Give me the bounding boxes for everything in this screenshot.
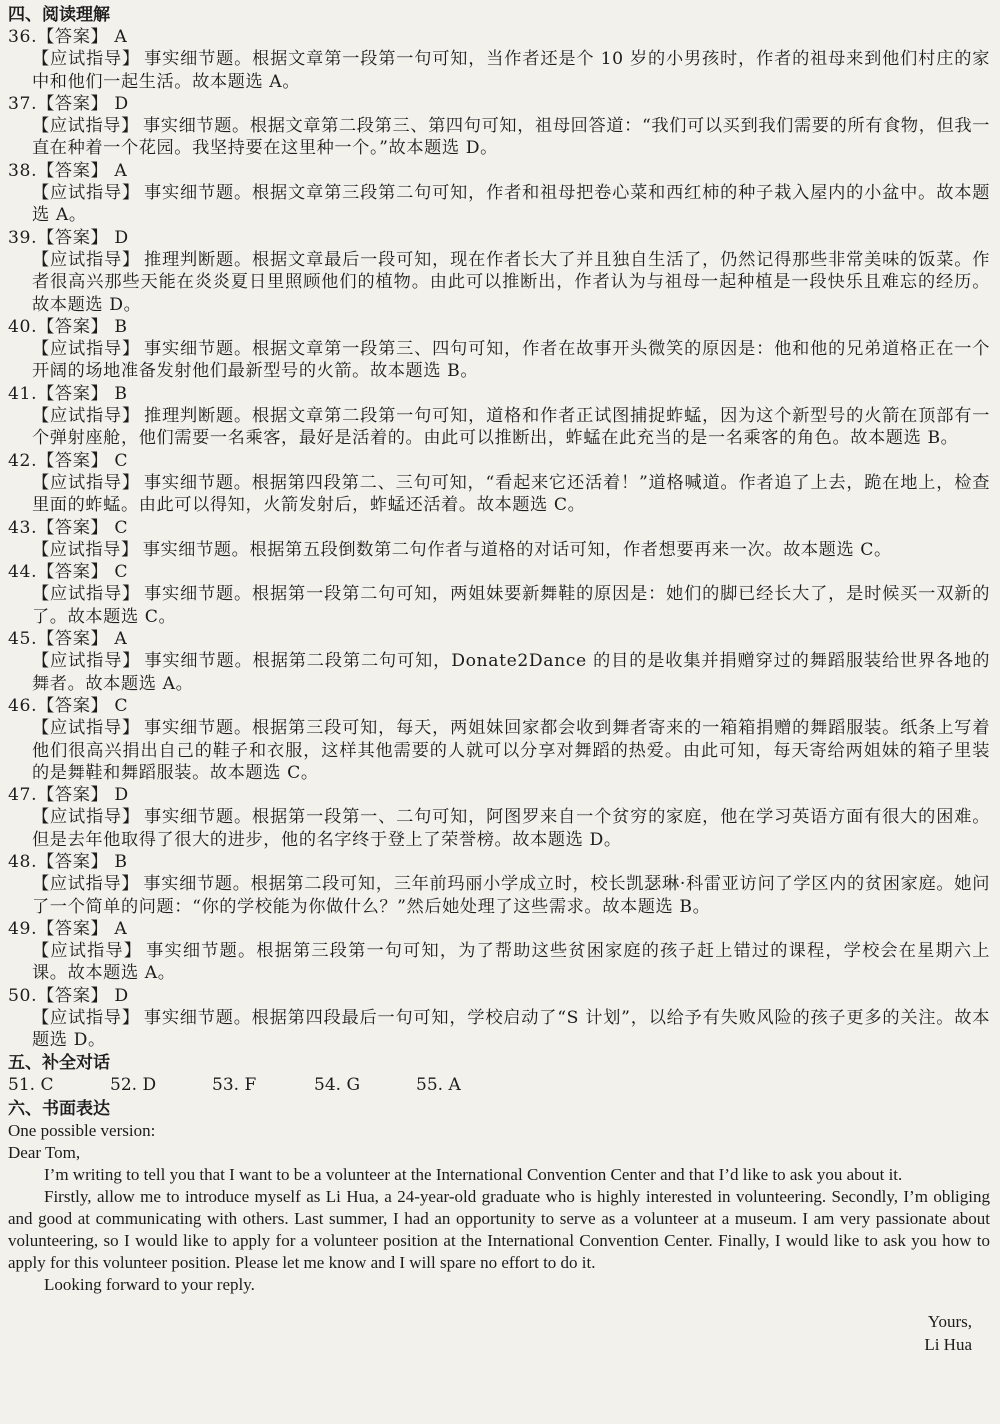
guide-label: 【应试指导】 <box>32 249 141 270</box>
question-number: 43. <box>8 517 38 538</box>
answer-line <box>8 227 990 249</box>
reading-answer-list <box>8 26 990 1052</box>
answer-line <box>8 450 990 472</box>
guide-body: 事实细节题。根据文章第二段第三、第四句可知，祖母回答道：“我们可以买到我们需要的所有食物，但我一直在种着一个花园。我坚持要在这里种一个。”故本题选 D。 <box>32 116 990 159</box>
guide-body: 事实细节题。根据文章第一段第三、四句可知，作者在故事开头微笑的原因是：他和他的兄弟道格正在一个开阔的场地准备发射他们最新型号的火箭。故本题选 B。 <box>32 339 990 382</box>
guide-body: 事实细节题。根据第一段第二句可知，两姐妹要新舞鞋的原因是：她们的脚已经长大了，是时候买一双新的了。故本题选 C。 <box>32 584 990 627</box>
question-number: 41. <box>8 383 38 404</box>
guide-label: 【应试指导】 <box>32 183 141 204</box>
letter-salutation: Dear Tom, <box>8 1142 81 1162</box>
guide-label: 【应试指导】 <box>32 874 140 895</box>
letter-paragraph-3: Looking forward to your reply. <box>44 1274 255 1294</box>
answer-label: 【答案】 <box>37 918 109 939</box>
answer-line <box>8 784 990 806</box>
guide-body: 事实细节题。根据文章第三段第二句可知，作者和祖母把卷心菜和西红柿的种子栽入屋内的小盆中。故本题选 A。 <box>32 183 990 226</box>
guide-body: 事实细节题。根据第三段第一句可知，为了帮助这些贫困家庭的孩子赶上错过的课程，学校会在星期六上课。故本题选 A。 <box>32 941 991 984</box>
answer-label: 【答案】 <box>37 851 109 872</box>
answer-value: D <box>114 785 129 806</box>
answer-label: 【答案】 <box>37 27 109 47</box>
dialog-answers <box>8 1074 990 1096</box>
guide-text <box>8 940 990 985</box>
guide-body: 事实细节题。根据第四段最后一句可知，学校启动了“S 计划”，以给予有失败风险的孩子更多的关注。故本题选 D。 <box>32 1008 990 1051</box>
question-number: 40. <box>8 316 38 337</box>
guide-text <box>8 539 990 561</box>
dialog-answer: 54. G <box>314 1074 361 1095</box>
guide-body: 事实细节题。根据第一段第一、二句可知，阿图罗来自一个贫穷的家庭，他在学习英语方面有很大的困难。但是去年他取得了很大的进步，他的名字终于登上了荣誉榜。故本题选 D。 <box>32 807 990 850</box>
answer-item <box>8 851 990 918</box>
guide-text <box>8 583 990 628</box>
guide-text <box>8 806 990 851</box>
guide-label: 【应试指导】 <box>32 339 141 360</box>
guide-body: 事实细节题。根据第五段倒数第二句作者与道格的对话可知，作者想要再来一次。故本题选 C。 <box>142 539 892 560</box>
answer-label: 【答案】 <box>37 450 109 471</box>
letter-paragraph-2: Firstly, allow me to introduce myself as Li Hua, a 24-year-old graduate who is highly interested in volunteering. Secondly, I’m obliging and good at communicating with others. Last summer, I had an opportunity to serve as a volunteer at a museum. I am very passionate about volunteering, so I would like to apply for a volunteer position at the International Convention Center. Finally, I would like to ask you how to apply for this volunteer position. Please let me know and I will spare no effort to do it. <box>8 1186 990 1272</box>
guide-text <box>8 405 990 450</box>
letter-paragraph-1: I’m writing to tell you that I want to be a volunteer at the International Convention Center and that I’d like to ask you about it. <box>44 1164 903 1184</box>
guide-label: 【应试指导】 <box>32 1008 140 1029</box>
guide-label: 【应试指导】 <box>32 116 139 137</box>
answer-value: D <box>114 93 129 114</box>
guide-text <box>8 182 990 227</box>
answer-label: 【答案】 <box>37 517 109 538</box>
dialog-heading: 五、补全对话 <box>8 1052 110 1073</box>
guide-label: 【应试指导】 <box>32 941 143 962</box>
answer-item <box>8 26 990 93</box>
answer-value: C <box>114 517 129 538</box>
question-number: 50. <box>8 985 38 1006</box>
question-number: 36. <box>8 27 38 47</box>
guide-body: 事实细节题。根据第三段可知，每天，两姐妹回家都会收到舞者寄来的一箱箱捐赠的舞蹈服装。纸条上写着他们很高兴捐出自己的鞋子和衣服，这样其他需要的人就可以分享对舞蹈的热爱。由此可知，每天寄给两姐妹的箱子里装的是舞鞋和舞蹈服装。故本题选 C。 <box>32 718 990 783</box>
answer-label: 【答案】 <box>37 93 109 114</box>
answer-value: A <box>114 629 128 650</box>
answer-line <box>8 561 990 583</box>
guide-label: 【应试指导】 <box>32 406 141 427</box>
dialog-answer: 55. A <box>416 1074 461 1095</box>
guide-label: 【应试指导】 <box>32 807 141 828</box>
guide-text <box>8 48 990 93</box>
answer-item <box>8 918 990 985</box>
answer-value: B <box>114 851 128 872</box>
answer-label: 【答案】 <box>37 985 109 1006</box>
answer-line <box>8 93 990 115</box>
answer-item <box>8 160 990 227</box>
letter-closing: Yours, <box>927 1311 972 1331</box>
answer-label: 【答案】 <box>37 629 109 650</box>
guide-label: 【应试指导】 <box>32 49 141 70</box>
answer-item <box>8 383 990 450</box>
guide-text <box>8 873 990 918</box>
guide-label: 【应试指导】 <box>32 472 140 493</box>
question-number: 46. <box>8 695 38 716</box>
answer-label: 【答案】 <box>37 160 109 181</box>
answer-label: 【答案】 <box>37 785 109 806</box>
answer-item <box>8 985 990 1052</box>
dialog-answer: 51. C <box>8 1074 54 1095</box>
answer-line <box>8 160 990 182</box>
guide-text <box>8 338 990 383</box>
dialog-answer: 52. D <box>110 1074 157 1095</box>
answer-line <box>8 628 990 650</box>
answer-label: 【答案】 <box>37 695 109 716</box>
answer-label: 【答案】 <box>37 316 109 337</box>
answer-line <box>8 918 990 940</box>
guide-label: 【应试指导】 <box>32 539 139 560</box>
guide-text <box>8 650 990 695</box>
answer-item <box>8 227 990 316</box>
reading-heading: 四、阅读理解 <box>8 5 110 25</box>
answer-item <box>8 561 990 628</box>
answer-item <box>8 450 990 517</box>
answer-line <box>8 851 990 873</box>
guide-label: 【应试指导】 <box>32 651 141 672</box>
answer-value: C <box>114 562 129 583</box>
answer-label: 【答案】 <box>37 562 109 583</box>
question-number: 38. <box>8 160 38 181</box>
answer-label: 【答案】 <box>37 383 109 404</box>
answer-value: B <box>114 383 128 404</box>
answer-line <box>8 383 990 405</box>
guide-body: 事实细节题。根据第二段可知，三年前玛丽小学成立时，校长凯瑟琳·科雷亚访问了学区内的贫困家庭。她问了一个简单的问题：“你的学校能为你做什么？”然后她处理了这些需求。故本题选 B。 <box>32 874 990 917</box>
question-number: 39. <box>8 227 38 248</box>
answer-item <box>8 695 990 784</box>
answer-item <box>8 93 990 160</box>
question-number: 42. <box>8 450 38 471</box>
answer-value: A <box>114 918 128 939</box>
guide-text <box>8 1007 990 1052</box>
guide-text <box>8 472 990 517</box>
guide-body: 推理判断题。根据文章第二段第一句可知，道格和作者正试图捕捉蚱蜢，因为这个新型号的火箭在顶部有一个弹射座舱，他们需要一名乘客，最好是活着的。由此可以推断出，蚱蜢在此充当的是一名乘客的角色。故本题选 B。 <box>32 406 990 449</box>
question-number: 37. <box>8 93 38 114</box>
answer-value: A <box>114 160 128 181</box>
guide-text <box>8 717 990 784</box>
guide-body: 事实细节题。根据第二段第二句可知，Donate2Dance 的目的是收集并捐赠穿过的舞蹈服装给世界各地的舞者。故本题选 A。 <box>32 651 990 694</box>
answer-value: D <box>114 227 129 248</box>
writing-intro: One possible version: <box>8 1120 156 1140</box>
answer-line <box>8 695 990 717</box>
answer-label: 【答案】 <box>37 227 109 248</box>
question-number: 44. <box>8 562 38 583</box>
question-number: 49. <box>8 918 38 939</box>
answer-item <box>8 628 990 695</box>
answer-value: C <box>114 695 129 716</box>
guide-label: 【应试指导】 <box>32 584 141 605</box>
answer-value: C <box>114 450 129 471</box>
guide-text <box>8 115 990 160</box>
question-number: 47. <box>8 785 38 806</box>
guide-label: 【应试指导】 <box>32 718 141 739</box>
guide-text <box>8 249 990 316</box>
answer-item <box>8 316 990 383</box>
dialog-answer: 53. F <box>212 1074 257 1095</box>
writing-heading: 六、书面表达 <box>8 1098 110 1119</box>
answer-item <box>8 517 990 562</box>
answer-line <box>8 316 990 338</box>
answer-item <box>8 784 990 851</box>
letter-signature <box>8 1310 972 1356</box>
guide-body: 事实细节题。根据第四段第二、三句可知，“看起来它还活着！”道格喊道。作者追了上去，跪在地上，检查里面的蚱蜢。由此可以得知，火箭发射后，蚱蜢还活着。故本题选 C。 <box>32 472 990 516</box>
guide-body: 推理判断题。根据文章最后一段可知，现在作者长大了并且独自生活了，仍然记得那些非常美味的饭菜。作者很高兴那些天能在炎炎夏日里照顾他们的植物。由此可以推断出，作者认为与祖母一起种植是一段快乐且难忘的经历。故本题选 D。 <box>32 249 990 315</box>
answer-value: D <box>114 985 129 1006</box>
guide-body: 事实细节题。根据文章第一段第一句可知，当作者还是个 10 岁的小男孩时，作者的祖母来到他们村庄的家中和他们一起生活。故本题选 A。 <box>32 49 991 92</box>
answer-line <box>8 26 990 48</box>
answer-line <box>8 985 990 1007</box>
answer-value: B <box>114 316 128 337</box>
question-number: 45. <box>8 629 38 650</box>
answer-line <box>8 517 990 539</box>
answer-value: A <box>114 27 128 47</box>
letter-name: Li Hua <box>924 1334 972 1354</box>
question-number: 48. <box>8 851 38 872</box>
